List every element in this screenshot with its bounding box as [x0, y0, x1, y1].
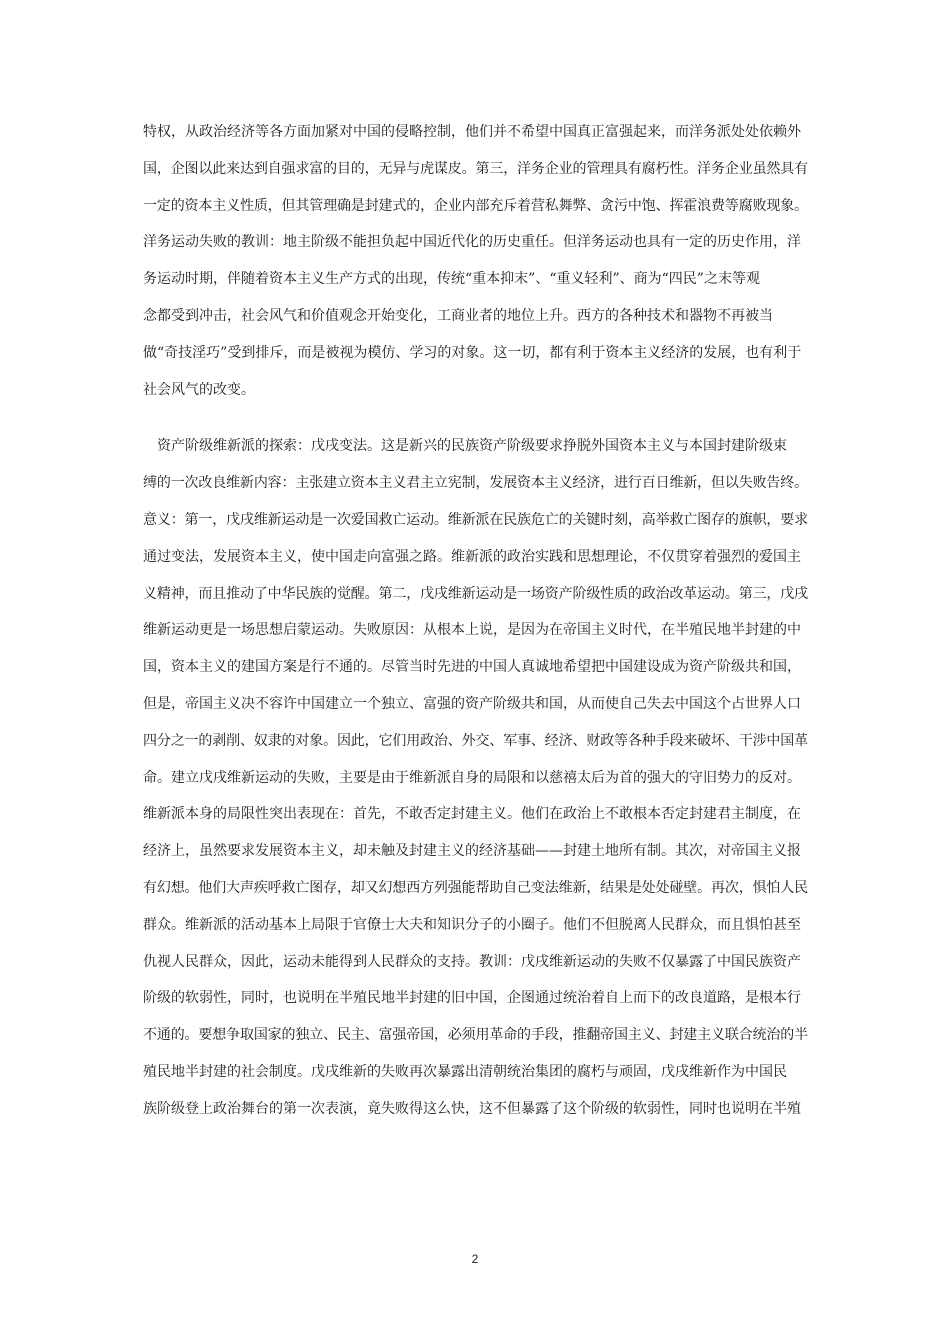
text-line: 仇视人民群众，因此，运动未能得到人民群众的支持。教训：戊戌维新运动的失败不仅暴露了中国民族资产	[143, 953, 801, 970]
text-line: 特权，从政治经济等各方面加紧对中国的侵略控制，他们并不希望中国真正富强起来，而洋务派处处依赖外	[143, 124, 801, 140]
text-line: 但是，帝国主义决不容许中国建立一个独立、富强的资产阶级共和国，从而使自己失去中国这个占世界人口	[143, 695, 801, 712]
text-line: 做“奇技淫巧”受到排斥，而是被视为模仿、学习的对象。这一切，都有利于资本主义经济的发展，也有利于	[143, 344, 802, 361]
page-number: 2	[471, 1252, 479, 1266]
text-line: 务运动时期，伴随着资本主义生产方式的出现，传统“重本抑末”、“重义轻利”、商为“四民”之末等观	[143, 271, 760, 288]
text-line: 有幻想。他们大声疾呼救亡图存，却又幻想西方列强能帮助自己变法维新，结果是处处碰壁。再次，惧怕人民	[143, 879, 808, 896]
paragraph	[143, 438, 808, 1116]
text-line: 国，企图以此来达到自强求富的目的，无异与虎谋皮。第三，洋务企业的管理具有腐朽性。洋务企业虽然具有	[143, 160, 808, 177]
paragraph-gap	[143, 418, 808, 438]
text-line: 四分之一的剥削、奴隶的对象。因此，它们用政治、外交、军事、经济、财政等各种手段来破坏、干涉中国革	[143, 732, 808, 749]
text-line: 社会风气的改变。	[143, 381, 255, 398]
text-line: 一定的资本主义性质，但其管理确是封建式的，企业内部充斥着营私舞弊、贪污中饱、挥霍浪费等腐败现象。	[143, 197, 808, 214]
document-body	[143, 124, 808, 1138]
text-line: 不通的。要想争取国家的独立、民主、富强帝国，必须用革命的手段，推翻帝国主义、封建主义联合统治的半	[143, 1027, 808, 1044]
text-line: 通过变法，发展资本主义，使中国走向富强之路。维新派的政治实践和思想理论，不仅贯穿着强烈的爱国主	[143, 548, 801, 565]
text-line: 阶级的软弱性，同时，也说明在半殖民地半封建的旧中国，企图通过统治着自上而下的改良道路，是根本行	[143, 990, 801, 1007]
text-line: 维新运动更是一场思想启蒙运动。失败原因：从根本上说，是因为在帝国主义时代，在半殖民地半封建的中	[143, 622, 801, 639]
text-line: 殖民地半封建的社会制度。戊戌维新的失败再次暴露出清朝统治集团的腐朽与顽固，戊戌维新作为中国民	[143, 1063, 787, 1080]
text-line: 族阶级登上政治舞台的第一次表演，竟失败得这么快，这不但暴露了这个阶级的软弱性，同时也说明在半殖	[143, 1100, 801, 1117]
text-line: 命。建立戊戌维新运动的失败，主要是由于维新派自身的局限和以慈禧太后为首的强大的守旧势力的反对。	[143, 769, 801, 786]
text-line: 群众。维新派的活动基本上局限于官僚士大夫和知识分子的小圈子。他们不但脱离人民群众，而且惧怕甚至	[143, 916, 801, 933]
paragraph	[143, 124, 808, 398]
text-line: 洋务运动失败的教训：地主阶级不能担负起中国近代化的历史重任。但洋务运动也具有一定的历史作用，洋	[143, 234, 801, 251]
text-line: 维新派本身的局限性突出表现在：首先，不敢否定封建主义。他们在政治上不敢根本否定封建君主制度，在	[143, 806, 801, 823]
text-line: 经济上，虽然要求发展资本主义，却未触及封建主义的经济基础——封建土地所有制。其次，对帝国主义报	[143, 843, 801, 860]
text-line: 资产阶级维新派的探索：戊戌变法。这是新兴的民族资产阶级要求挣脱外国资本主义与本国封建阶级束	[157, 438, 787, 455]
text-line: 义精神，而且推动了中华民族的觉醒。第二，戊戌维新运动是一场资产阶级性质的政治改革运动。第三，戊戌	[143, 585, 808, 602]
text-line: 缚的一次改良维新内容：主张建立资本主义君主立宪制，发展资本主义经济，进行百日维新，但以失败告终。	[143, 475, 808, 492]
text-line: 念都受到冲击，社会风气和价值观念开始变化，工商业者的地位上升。西方的各种技术和器物不再被当	[143, 307, 773, 324]
text-line: 意义：第一，戊戌维新运动是一次爱国救亡运动。维新派在民族危亡的关键时刻，高举救亡图存的旗帜，要求	[143, 511, 808, 528]
text-line: 国，资本主义的建国方案是行不通的。尽管当时先进的中国人真诚地希望把中国建设成为资产阶级共和国，	[143, 659, 801, 676]
